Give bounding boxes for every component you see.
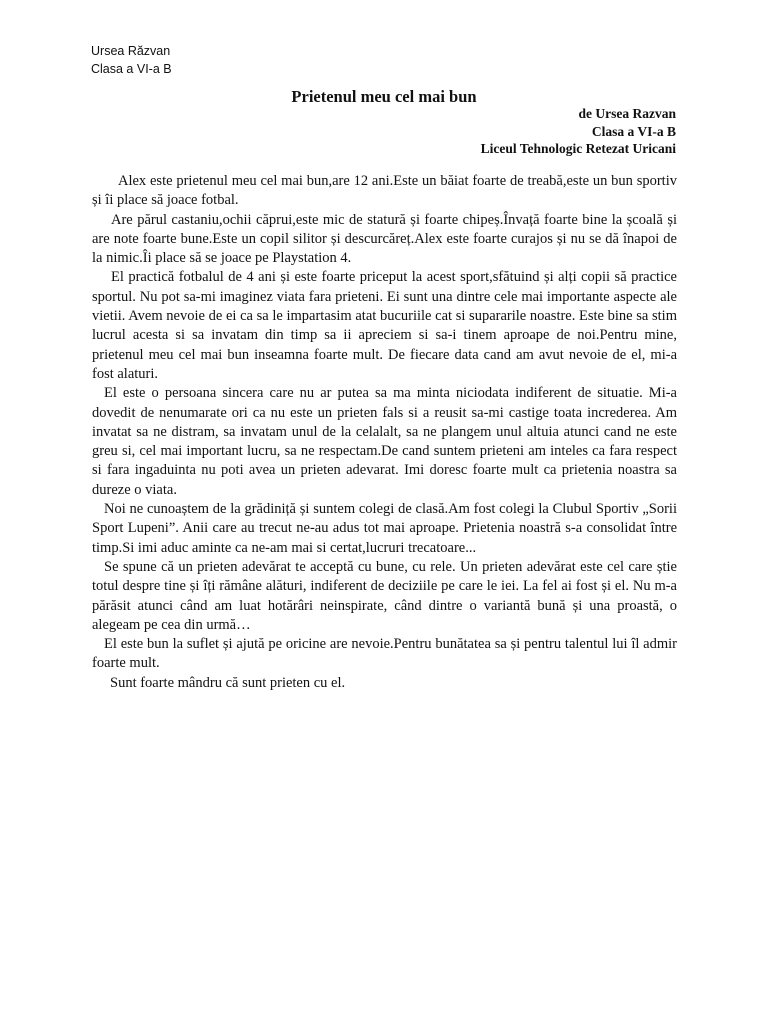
byline-school: Liceul Tehnologic Retezat Uricani	[480, 141, 676, 156]
paragraph: El este o persoana sincera care nu ar putea sa ma minta niciodata indiferent de situatie. Mi-a dovedit de nenumarate ori ca nu este un prieten fals si a reusit sa-mi castige toata increderea. Am invatat sa ne distram, sa invatam unul de la celalalt, sa ne plangem unul altuia atunci cand ne este greu si, cel mai important lucru, sa ne respectam.De cand suntem prieteni am inteles ca fara respect si fara ingaduinta nu poti avea un prieten adevarat. Imi doresc foarte mult ca prietenia noastra sa dureze o viata.	[92, 385, 677, 498]
essay-body	[92, 172, 677, 693]
paragraph: Sunt foarte mândru că sunt prieten cu el.	[110, 674, 346, 691]
essay-title: Prietenul meu cel mai bun	[291, 87, 477, 106]
paragraph: Alex este prietenul meu cel mai bun,are 12 ani.Este un băiat foarte de treabă,este un bun sportiv și îi place să joace fotbal.	[92, 173, 677, 209]
header-class-name: Clasa a VI-a B	[91, 62, 172, 76]
byline	[481, 105, 676, 158]
document-header	[91, 42, 172, 78]
paragraph: Noi ne cunoaștem de la grădiniță și suntem colegi de clasă.Am fost colegi la Clubul Sportiv „Sorii Sport Lupeni”. Anii care au trecut ne-au adus tot mai aproape. Prietenia noastră s-a consolidat între timp.Si imi aduc aminte ca ne-am mai si certat,lucruri trecatoare...	[92, 501, 677, 556]
paragraph: Are părul castaniu,ochii căprui,este mic de statură și foarte chipeș.Învață foarte bine la școală și are note foarte bune.Este un copil silitor și descurcăreț.Alex este foarte curajos și nu se dă înapoi de la nimic.Îi place să se joace pe Playstation 4.	[92, 211, 677, 267]
byline-class: Clasa a VI-a B	[591, 123, 676, 139]
byline-author: de Ursea Razvan	[578, 106, 676, 121]
paragraph: El practică fotbalul de 4 ani și este foarte priceput la acest sport,sfătuind și alți copii să practice sportul. Nu pot sa-mi imaginez viata fara prieteni. Ei sunt una dintre cele mai importante aspecte ale vietii. Avem nevoie de ei ca sa le impartasim atat bucuriile cat si supararile noastre. Este bine sa stim lucrul acesta si sa invatam din timp sa ii apreciem si sa-i tinem aproape de noi.Pentru mine, prietenul meu cel mai bun inseamna foarte mult. De fiecare data cand am avut nevoie de el, mi-a fost alaturi.	[92, 269, 677, 382]
paragraph: Se spune că un prieten adevărat te acceptă cu bune, cu rele. Un prieten adevărat este cel care știe totul despre tine și îți rămâne alături, indiferent de deciziile pe care le iei. La fel ai fost și el. Nu m-a părăsit atunci când am luat hotărâri neinspirate, când dintre o variantă bună și una proastă, o alegeam pe cea din urmă…	[92, 558, 677, 633]
paragraph: El este bun la suflet și ajută pe oricine are nevoie.Pentru bunătatea sa și pentru talentul lui îl admir foarte mult.	[92, 636, 677, 672]
header-author-name: Ursea Răzvan	[91, 44, 171, 58]
